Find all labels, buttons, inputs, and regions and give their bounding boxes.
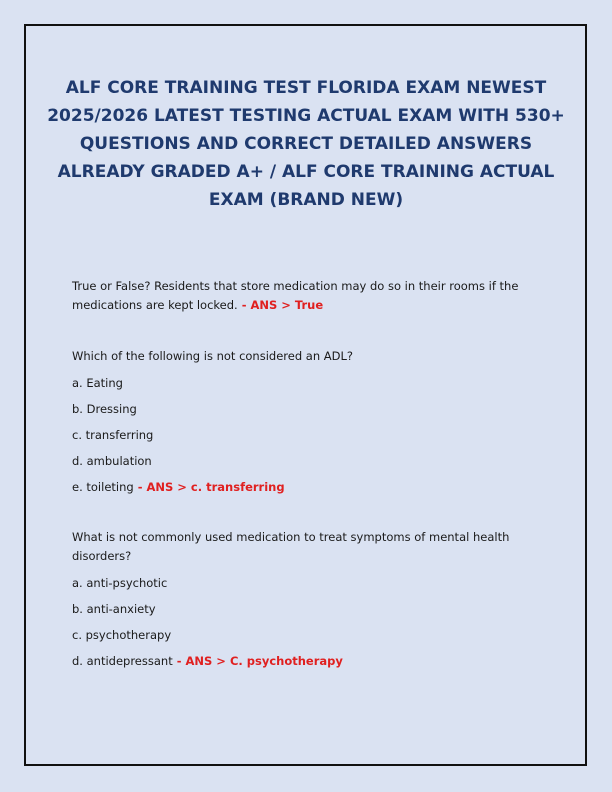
option-item: a. anti-psychotic [72, 576, 168, 590]
option-item: c. psychotherapy [72, 628, 172, 642]
option-item: a. Eating [72, 376, 123, 390]
question-text: True or False? Residents that store medication may do so in their rooms if the medications are kept locked. - ANS > True [72, 279, 519, 312]
question-block-2 [72, 347, 542, 496]
document-title: ALF CORE TRAINING TEST FLORIDA EXAM NEWEST 2025/2026 LATEST TESTING ACTUAL EXAM WITH 530+ QUESTIONS AND CORRECT DETAILED ANSWERS ALREADY GRADED A+ / ALF CORE TRAINING ACTUAL EXAM (BRAND NEW) [47, 78, 565, 210]
answer-label: - ANS > True [237, 298, 324, 312]
answer-label: - ANS > c. transferring [133, 480, 285, 494]
option-item: b. Dressing [72, 402, 137, 416]
question-text: Which of the following is not considered an ADL? [72, 349, 354, 363]
option-item: d. ambulation [72, 454, 152, 468]
option-item: e. toileting - ANS > c. transferring [72, 480, 285, 494]
answer-label: - ANS > C. psychotherapy [172, 654, 343, 668]
option-item: d. antidepressant - ANS > C. psychotherapy [72, 654, 343, 668]
option-item: c. transferring [72, 428, 154, 442]
question-block-3 [72, 528, 542, 670]
questions-section [72, 277, 542, 702]
option-item: b. anti-anxiety [72, 602, 156, 616]
question-text: What is not commonly used medication to treat symptoms of mental health disorders? [72, 530, 510, 563]
question-block-1 [72, 277, 542, 315]
